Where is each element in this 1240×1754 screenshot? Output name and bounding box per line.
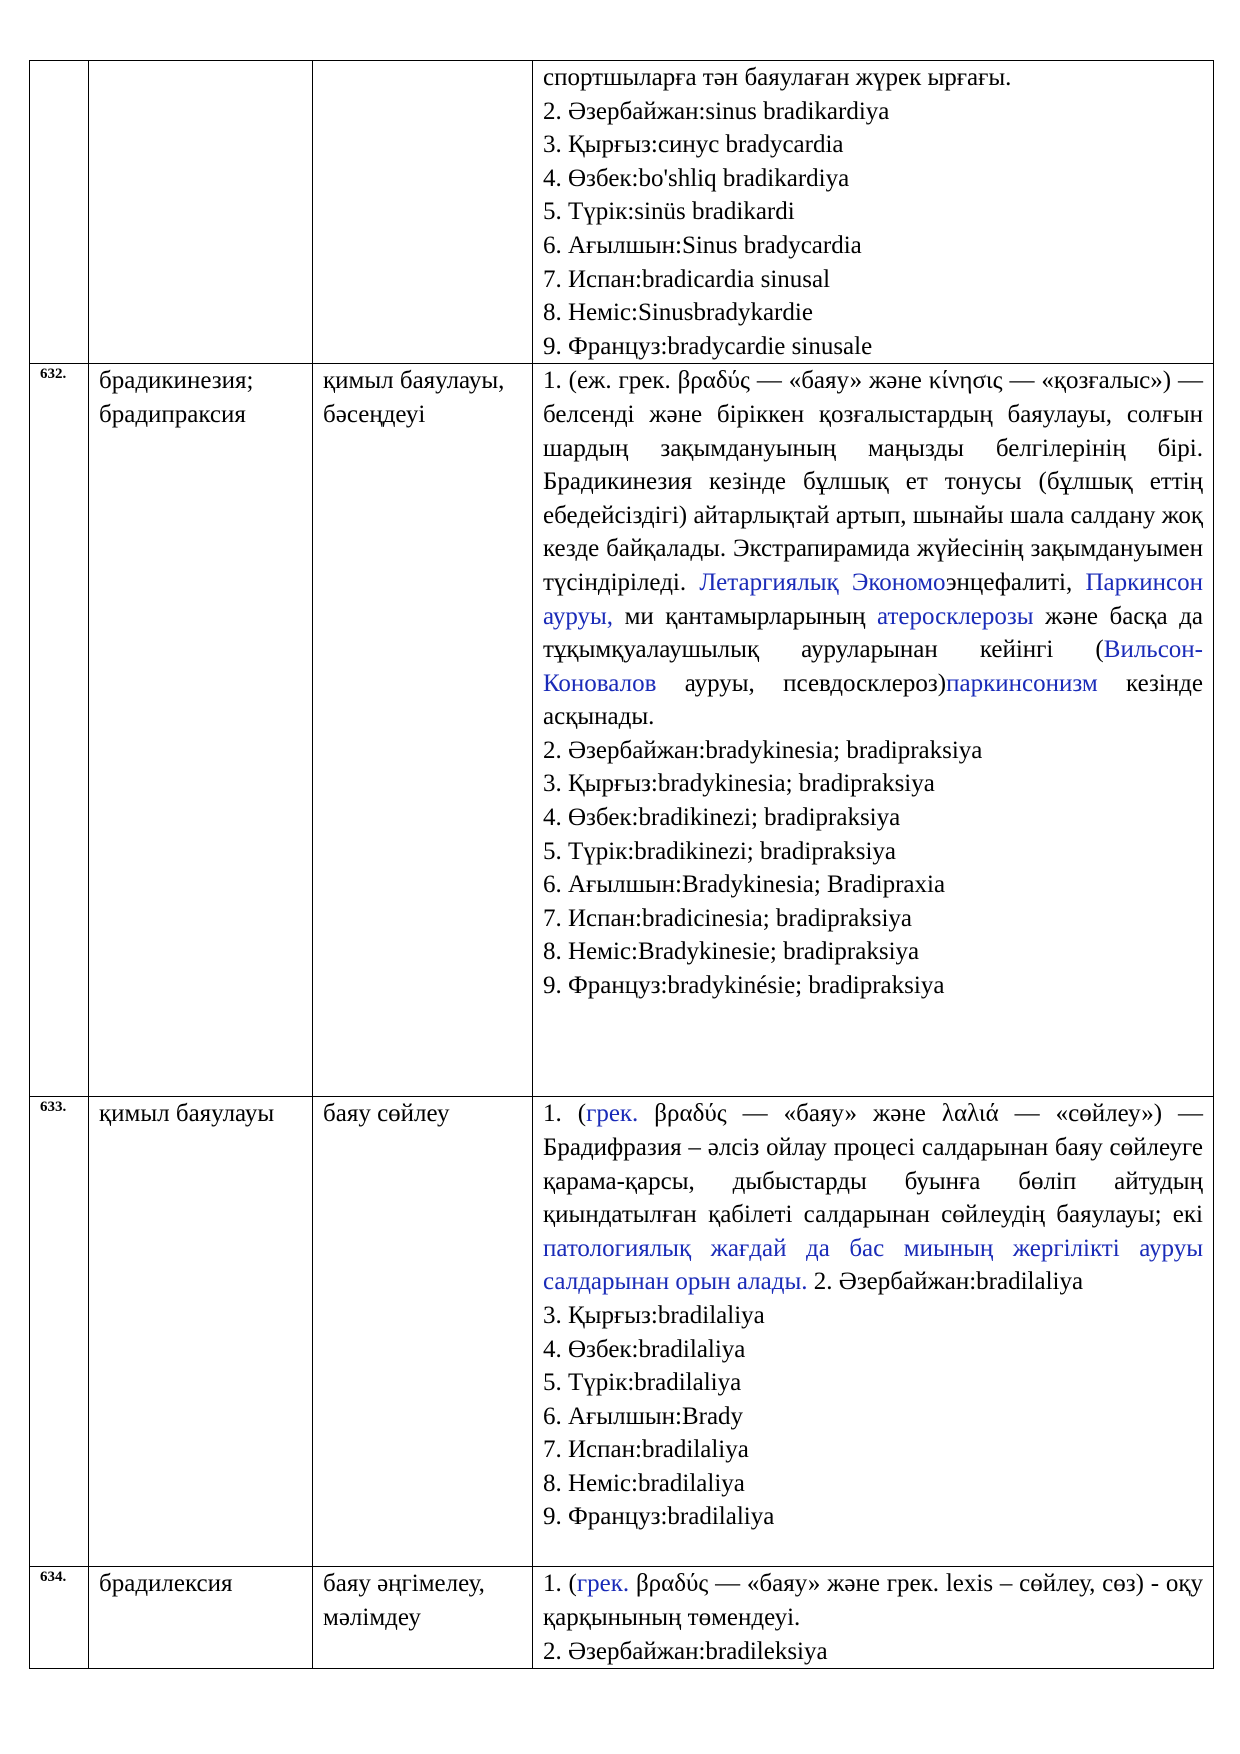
translation-line: 6. Ағылшын:Brady [543,1402,744,1430]
dictionary-table [29,60,1214,1669]
definition-text: 1. (еж. грек. βραδύς — «баяу» және κίνησις — «қозғалыс») — белсенді және біріккен қозғалыстардың баяулауы, солғын шардың зақымдануының маңызды белгілерінің бірі. Брадикинезия кезінде бұлшық ет тонусы (бұлшық еттің ебедейсіздігі) айтарлықтай артып, шынайы шала салдану жоқ кезде байқалады. Экстрапирамида жүйесінің зақымдануымен түсіндіріледі. [543,367,1203,596]
kazakh-cell [313,61,533,364]
translation-line: 7. Испан:bradicinesia; bradipraksiya [543,904,912,932]
table-row [30,61,1214,364]
table-row [30,364,1214,1097]
translation-line: 5. Түрік:bradilaliya [543,1369,742,1397]
translation-line: 4. Өзбек:bradikinezi; bradipraksiya [543,804,901,832]
translation-line: 3. Қырғыз:bradilaliya [543,1301,765,1329]
definition-paragraph [543,1097,1203,1299]
link-greek[interactable]: грек. [576,1570,630,1598]
kazakh-cell: қимыл баяулауы, бәсеңдеуі [313,364,533,1097]
definition-line: спортшыларға тән баяулаған жүрек ырғағы. [543,64,1012,91]
translation-line: 2. Әзербайжан:bradykinesia; bradipraksiya [543,736,983,764]
translation-line: 2. Әзербайжан:bradileksiya [543,1637,828,1665]
translation-line: 9. Француз:bradykinésie; bradipraksiya [543,972,945,1000]
entry-number: 633. [30,1097,89,1567]
term-cell [89,61,313,364]
kazakh-cell: баяу әңгімелеу, мәлімдеу [313,1567,533,1669]
link-parkinson-disease[interactable]: Паркинсон ауруы, [543,568,1203,630]
definition-text: кезінде асқынады. [543,669,1203,731]
translation-line: 3. Қырғыз:bradykinesia; bradipraksiya [543,770,935,798]
definition-text: 1. ( [543,1100,587,1128]
translation-line: 7. Испан:bradicardia sinusal [543,265,831,293]
kazakh-cell: баяу сөйлеу [313,1097,533,1567]
definition-cell [533,1097,1214,1567]
translation-line: 8. Неміс:Sinusbradykardie [543,299,813,327]
translation-line: 9. Француз:bradycardie sinusale [543,332,873,360]
definition-text: 1. ( [543,1570,577,1598]
definition-text: энцефалиті, [945,568,1086,596]
definition-cell [533,1567,1214,1669]
translation-line: 6. Ағылшын:Bradykinesia; Bradipraxia [543,871,946,899]
definition-text: және басқа да тұқымқуалаушылық ауруларынан кейінгі ( [543,602,1203,664]
definition-cell [533,61,1214,364]
entry-number: 634. [30,1567,89,1669]
definition-text: ми қантамырларының [613,602,877,630]
definition-paragraph [543,1567,1203,1634]
definition-paragraph [543,364,1203,734]
translation-line: 5. Түрік:sinüs bradikardi [543,198,795,226]
definition-text: 2. Әзербайжан:bradilaliya [807,1268,1084,1296]
translation-line: 9. Француз:bradilaliya [543,1503,775,1531]
translation-line: 6. Ағылшын:Sinus bradycardia [543,231,862,259]
entry-number: 632. [30,364,89,1097]
translation-line: 4. Өзбек:bradilaliya [543,1335,746,1363]
term-cell: қимыл баяулауы [89,1097,313,1567]
term-cell: брадилексия [89,1567,313,1669]
translation-line: 2. Әзербайжан:sinus bradikardiya [543,97,890,125]
term-cell: брадикинезия; брадипраксия [89,364,313,1097]
entry-number [30,61,89,364]
link-pathological-condition[interactable]: патологиялық жағдай да бас миының жергілікті ауруы салдарынан орын алады. [543,1234,1203,1296]
table-row [30,1097,1214,1567]
link-wilson-konovalov[interactable]: Вильсон-Коновалов [543,636,1203,697]
translation-line: 8. Неміс:Bradykinesie; bradipraksiya [543,938,920,966]
link-atherosclerosis[interactable]: атеросклерозы [877,602,1034,630]
translation-line: 8. Неміс:bradilaliya [543,1469,745,1497]
translation-line: 4. Өзбек:bo'shliq bradikardiya [543,164,850,192]
link-greek[interactable]: грек. [586,1100,639,1128]
translation-line: 7. Испан:bradilaliya [543,1436,749,1464]
definition-text: ауруы, псевдосклероз) [656,669,947,697]
link-parkinsonism[interactable]: паркинсонизм [946,669,1098,697]
translation-line: 5. Түрік:bradikinezi; bradipraksiya [543,837,897,865]
translation-line: 3. Қырғыз:синус bradycardia [543,131,844,159]
definition-text: βραδύς — «баяу» және λαλιά — «сөйлеу») — Брадифразия – әлсіз ойлау процесі салдарынан баяу сөйлеуге қарама-қарсы, дыбыстарды буынға бөліп айтудың қиындатылған қабілеті салдарынан сөйлеудің баяулауы; екі [543,1100,1203,1229]
link-letargic-encephalitis[interactable]: Летаргиялық Экономо [699,568,946,596]
definition-cell [533,364,1214,1097]
definition-text: βραδύς — «баяу» және грек. lexis – сөйлеу, сөз) - оқу қарқынының төмендеуі. [543,1570,1203,1631]
table-row [30,1567,1214,1669]
